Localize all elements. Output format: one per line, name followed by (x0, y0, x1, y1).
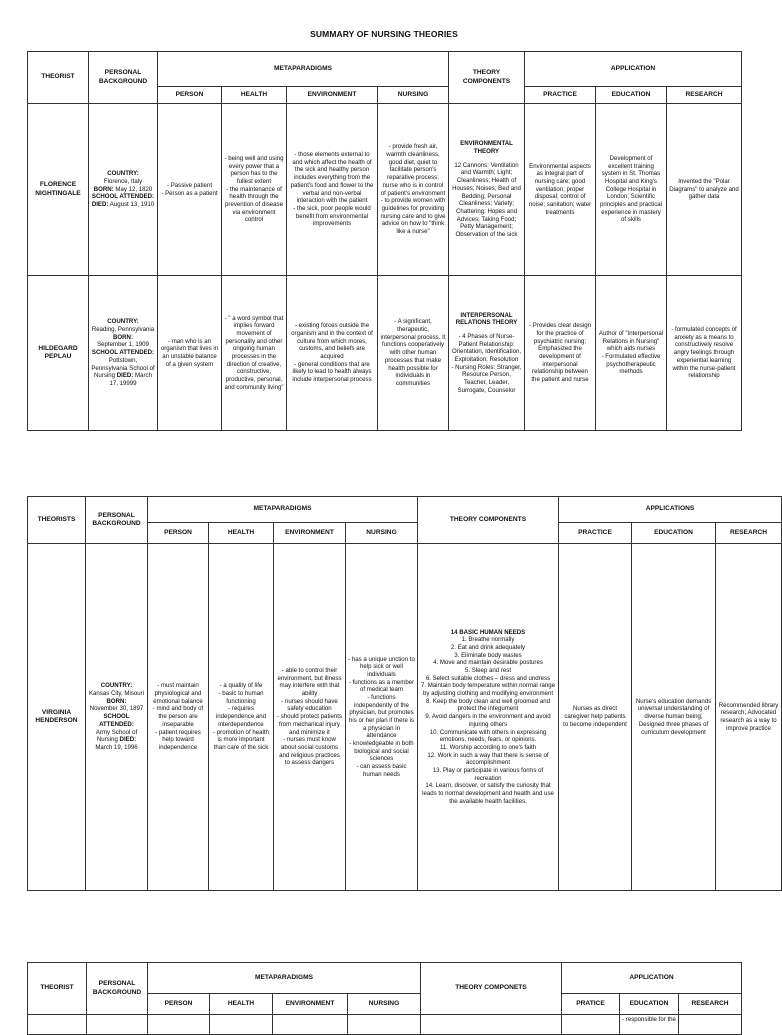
school-label: SCHOOL ATTENDED: (91, 193, 155, 201)
nursing-header: NURSING (378, 87, 449, 104)
need-item: 5. Sleep and rest (464, 667, 512, 675)
research-header: RESEARCH (667, 87, 742, 104)
need-item: 3. Eliminate body wastes (454, 651, 522, 659)
education-cell: Nurse's education demands universal understanding of diverse human being; Designed three phases of curriculum development (632, 544, 716, 891)
personal-background-cell (89, 276, 158, 431)
environment-cell: - existing forces outside the organism and in the context of culture from which mores, customs, and beliefs are acquired - general conditions that are likely to lead to health always include interpersonal process (287, 276, 378, 431)
need-item: 2. Eat and drink adequately (450, 644, 526, 652)
born-label: BORN: (93, 185, 114, 193)
theory-title: ENVIRONMENTAL THEORY (460, 140, 513, 156)
theory-components-cell (449, 276, 525, 431)
research-cell: - formulated concepts of anxiety as a means to constructively resolve angry feelings through experiential learning within the nurse-patient relationship (667, 276, 742, 431)
nursing-theories-table-3 (27, 962, 742, 1035)
table-row (28, 544, 782, 891)
need-item: 13. Play or participate in various forms of recreation (432, 766, 544, 782)
theorist-header: THEORIST (28, 963, 87, 1015)
born-value: November 30, 1897 (89, 705, 144, 713)
research-cell: Invented the "Polar Diagrams" to analyze and gather data (667, 104, 742, 276)
environment-cell: - those elements external to and which affect the health of the sick and healthy person includes everything from the patient's food and flower to the verbal and non-verbal interaction with the patient - the sick, poor people would benefit from environmental improvements (287, 104, 378, 276)
personal-background-cell (86, 544, 148, 891)
died-label: DIED: (119, 736, 137, 744)
person-cell: - Passive patient - Person as a patient (158, 104, 222, 276)
theory-components-cell (449, 104, 525, 276)
country-value: Kansas City, Misouri (88, 690, 145, 698)
need-item: 6. Select suitable clothes – dress and undress (425, 674, 551, 682)
need-item: 12. Work in such a way that there is sense of accomplishment (427, 751, 549, 767)
country-value: Florence, Italy (103, 177, 143, 185)
environment-header: ENVIRONMENT (287, 87, 378, 104)
died-label: DIED: (116, 372, 134, 380)
application-header: APPLICATIONS (559, 497, 782, 523)
education-header: EDUCATION (596, 87, 667, 104)
practice-header: PRACTICE (525, 87, 596, 104)
person-header: PERSON (148, 994, 210, 1015)
school-value: Army School of Nursing (95, 728, 138, 744)
school-label: SCHOOL ATTENDED: (99, 713, 134, 728)
theorist-name: VIRGINIA HENDERSON (28, 544, 86, 891)
health-cell: - being well and using every power that a person has to the fullest extent - the maintenance of health through the prevention of disease via environment control (222, 104, 287, 276)
nursing-cell: - provide fresh air, warmth cleanliness, good diet, quiet to facilitate person's reparative process; nurse who is in control of patient's environment - to provide women with guidelines for providing nursing care and to give advice on how to "think like a nurse" (378, 104, 449, 276)
application-header: APPLICATION (562, 963, 742, 994)
born-value: May 12, 1820 (115, 185, 153, 193)
need-item: 14. Learn, discover, or satisfy the curiosity that leads to normal development and health and use the available health facilities. (422, 782, 554, 805)
died-label: DIED: (91, 201, 109, 208)
need-item: 1. Breathe normally (461, 636, 515, 644)
research-header: RESEARCH (679, 994, 742, 1015)
environment-header: ENVIRONMENT (273, 994, 348, 1015)
environment-header: ENVIRONMENT (274, 523, 346, 544)
health-cell: - " a word symbol that implies forward movement of personality and other ongoing human processes in the direction of creative, constructive, productive, personal, and community living" (222, 276, 287, 431)
born-label: BORN: (113, 333, 133, 341)
nursing-header: NURSING (346, 523, 418, 544)
need-item: 7. Maintain body temperature within normal range by adjusting clothing and modifying environment (420, 682, 556, 698)
personal-background-cell (89, 104, 158, 276)
need-item: 8. Keep the body clean and well groomed and protect the integument (426, 697, 550, 713)
document-title: SUMMARY OF NURSING THEORIES (310, 29, 458, 39)
died-value: August 13, 1910 (109, 201, 155, 208)
country-label: COUNTRY: (107, 170, 139, 178)
born-value: September 1, 1909 (97, 341, 149, 349)
personal-background-header: PERSONAL BACKGROUND (89, 52, 158, 104)
country-label: COUNTRY: (100, 682, 133, 690)
health-cell: - a quality of life - basic to human functioning - requires independence and interdependence - promotion of health is more important than care of the sick (209, 544, 274, 891)
table-row (28, 1015, 742, 1035)
person-cell: - must maintain physiological and emotional balance - mind and body of the person are inseparable - patient requires help toward independence (148, 544, 209, 891)
theorist-name: FLORENCE NIGHTINGALE (28, 104, 89, 276)
metaparadigms-header: METAPARADIGMS (148, 497, 418, 523)
metaparadigms-header: METAPARADIGMS (158, 52, 449, 87)
education-cell: Author of "Interpersonal Relations in Nursing" which aids nurses - Formulated effective psychotherapeutic methods (596, 276, 667, 431)
practice-header: PRACTICE (559, 523, 632, 544)
environment-cell: - able to control their environment, but illness may interfere with that ability - nurses should have safety education - should protect patients from mechanical injury and minimize it - nurses must know about social customs and religious practices to assess dangers (274, 544, 346, 891)
education-cell: Development of excellent training system in St. Thomas Hospital and King's College Hospital in London; Scientific principles and practical experience in mastery of skills (596, 104, 667, 276)
died-value: March 19, 1996 (95, 743, 138, 751)
theory-title: INTERPERSONAL RELATIONS THEORY (455, 311, 518, 327)
research-cell: Recommended library research; Advocated research as a way to improve practice (716, 544, 782, 891)
person-cell: - man who is an organism that lives in an unstable balance of a given system (158, 276, 222, 431)
application-header: APPLICATION (525, 52, 742, 87)
health-header: HEALTH (209, 523, 274, 544)
metaparadigms-header: METAPARADIGMS (148, 963, 421, 994)
need-item: 10. Communicate with others in expressing emotions, needs, fears, or opinions. (429, 728, 547, 744)
born-label: BORN: (106, 697, 127, 705)
practice-cell: Environmental aspects as integral part of nursing care; good ventilation; proper disposal; control of noise; sanitation; water treatments (525, 104, 596, 276)
theory-body: - 4 Phases of Nurse-Patient Relationship: Orientation, Identification, Exploitation; Resolution - Nursing Roles: Stranger, Resource Person, Teacher, Leader, Surrogate, Counselor (451, 332, 522, 394)
health-header: HEALTH (222, 87, 287, 104)
country-label: COUNTRY: (107, 318, 139, 326)
school-label: SCHOOL ATTENDED: (91, 349, 155, 357)
theorist-header: THEORIST (28, 52, 89, 104)
theorist-header: THEORISTS (28, 497, 86, 544)
nursing-cell: - A significant, therapeutic, interpersonal process. It functions cooperatively with other human processes that make health possible for individuals in communities (378, 276, 449, 431)
education-header: EDUCATION (620, 994, 679, 1015)
school-value: Pottstown, Pennsylvania School of Nursing (91, 356, 155, 380)
practice-cell: - Provides clear design for the practice of psychiatric nursing; Emphasized the development of interpersonal relationship between the patient and nurse (525, 276, 596, 431)
need-item: 11. Worship according to one's faith (439, 743, 537, 751)
nursing-theories-table-2 (27, 496, 782, 891)
theory-components-header: THEORY COMPONENTS (418, 497, 559, 544)
table-row (28, 276, 742, 431)
nursing-theories-table-1 (27, 51, 742, 431)
person-header: PERSON (148, 523, 209, 544)
practice-header: PRATICE (562, 994, 620, 1015)
practice-cell: Nurses as direct caregiver help patients to become independent (559, 544, 632, 891)
theory-components-cell (418, 544, 559, 891)
education-header: EDUCATION (632, 523, 716, 544)
need-item: 4. Move and maintain desirable postures (433, 659, 543, 667)
education-cell: - responsible for the (620, 1015, 679, 1035)
nursing-header: NURSING (348, 994, 421, 1015)
died-value: March 17, 19999 (109, 372, 152, 387)
nursing-cell: - has a unique unction to help sick or well individuals - functions as a member of medical team - functions independently of the physician, but promotes his or her plan if there is a physician in attendance - knowledgeable in both biological and social sciences - can assess basic human needs (346, 544, 418, 891)
personal-background-header: PERSONAL BACKGROUND (87, 963, 148, 1015)
table-row (28, 104, 742, 276)
theory-title: 14 BASIC HUMAN NEEDS (450, 628, 526, 636)
research-header: RESEARCH (716, 523, 782, 544)
country-value: Reading, Pennsylvania (91, 326, 155, 334)
personal-background-header: PERSONAL BACKGROUND (86, 497, 148, 544)
health-header: HEALTH (210, 994, 273, 1015)
theory-body: 12 Cannons: Ventilation and Warmth; Light; Cleanliness; Health of Houses; Noises; Bed and Bedding; Personal Cleanliness; Variety; Chattering; Hopes and Advices; Taking Food; Petty Management; Observation of the sick (452, 161, 521, 238)
person-header: PERSON (158, 87, 222, 104)
need-item: 9. Avoid dangers in the environment and avoid injuring others (425, 713, 551, 728)
theory-components-header: THEORY COMPONENTS (449, 52, 525, 104)
theory-components-header: THEORY COMPONETS (421, 963, 562, 1015)
theorist-name: HILDEGARD PEPLAU (28, 276, 89, 431)
